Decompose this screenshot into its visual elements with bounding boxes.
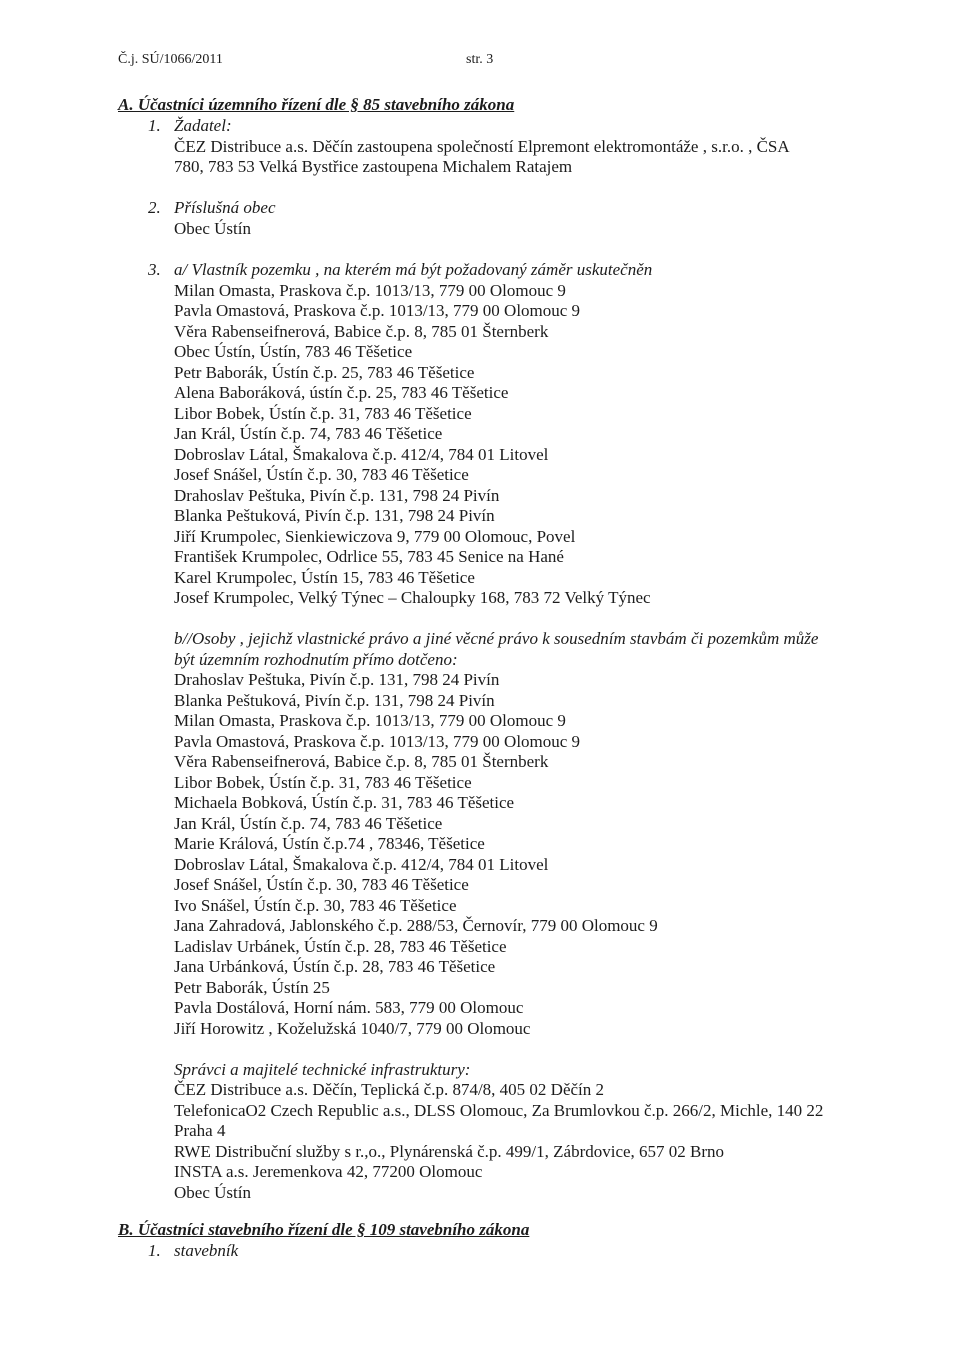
person-line: Libor Bobek, Ústín č.p. 31, 783 46 Těšetice: [174, 773, 472, 792]
person-line: Petr Baborák, Ústín 25: [174, 978, 330, 997]
item-2-text: Příslušná obec: [174, 198, 276, 217]
person-line: Josef Snášel, Ústín č.p. 30, 783 46 Těšetice: [174, 875, 469, 894]
person-line: Blanka Peštuková, Pivín č.p. 131, 798 24 Pivín: [174, 691, 495, 710]
item-2-number: 2.: [148, 198, 161, 217]
owner-line: Milan Omasta, Praskova č.p. 1013/13, 779 00 Olomouc 9: [174, 281, 566, 300]
person-line: Ivo Snášel, Ústín č.p. 30, 783 46 Těšetice: [174, 896, 457, 915]
owner-line: Věra Rabenseifnerová, Babice č.p. 8, 785 01 Šternberk: [174, 322, 549, 341]
item-2-label: [148, 198, 276, 218]
owner-line: Drahoslav Peštuka, Pivín č.p. 131, 798 24 Pivín: [174, 486, 500, 505]
person-line: Marie Králová, Ústín č.p.74 , 78346, Těšetice: [174, 834, 485, 853]
item-3-text: a/ Vlastník pozemku , na kterém má být požadovaný záměr uskutečněn: [174, 260, 653, 279]
item-1-number: 1.: [148, 116, 161, 135]
applicant-line: ČEZ Distribuce a.s. Děčín zastoupena společností Elpremont elektromontáže , s.r.o. , ČSA: [174, 137, 790, 156]
person-line: Věra Rabenseifnerová, Babice č.p. 8, 785 01 Šternberk: [174, 752, 549, 771]
owner-line: Dobroslav Látal, Šmakalova č.p. 412/4, 784 01 Litovel: [174, 445, 549, 464]
section-b-item-1-number: 1.: [148, 1241, 161, 1260]
infrastructure-line: TelefonicaO2 Czech Republic a.s., DLSS Olomouc, Za Brumlovkou č.p. 266/2, Michle, 140 22: [174, 1101, 824, 1120]
owner-line: Petr Baborák, Ústín č.p. 25, 783 46 Těšetice: [174, 363, 475, 382]
applicant-line: 780, 783 53 Velká Bystřice zastoupena Michalem Ratajem: [174, 157, 573, 176]
infrastructure-line: INSTA a.s. Jeremenkova 42, 77200 Olomouc: [174, 1162, 483, 1181]
person-line: Drahoslav Peštuka, Pivín č.p. 131, 798 24 Pivín: [174, 670, 500, 689]
person-line: Ladislav Urbánek, Ústín č.p. 28, 783 46 Těšetice: [174, 937, 507, 956]
person-line: Jana Zahradová, Jablonského č.p. 288/53, Černovír, 779 00 Olomouc 9: [174, 916, 658, 935]
owner-line: Blanka Peštuková, Pivín č.p. 131, 798 24 Pivín: [174, 506, 495, 525]
owner-line: Josef Krumpolec, Velký Týnec – Chaloupky 168, 783 72 Velký Týnec: [174, 588, 651, 607]
owner-line: Jiří Krumpolec, Sienkiewiczova 9, 779 00 Olomouc, Povel: [174, 527, 576, 546]
owner-line: Libor Bobek, Ústín č.p. 31, 783 46 Těšetice: [174, 404, 472, 423]
infrastructure-line: Praha 4: [174, 1121, 226, 1140]
owner-line: Jan Král, Ústín č.p. 74, 783 46 Těšetice: [174, 424, 443, 443]
owner-line: Josef Snášel, Ústín č.p. 30, 783 46 Těšetice: [174, 465, 469, 484]
page-number: str. 3: [466, 52, 494, 67]
municipality-line: Obec Ústín: [174, 219, 251, 238]
person-line: Michaela Bobková, Ústín č.p. 31, 783 46 Těšetice: [174, 793, 515, 812]
section-b-item-1: [148, 1241, 238, 1261]
person-line: Pavla Omastová, Praskova č.p. 1013/13, 779 00 Olomouc 9: [174, 732, 581, 751]
owner-line: Alena Baboráková, ústín č.p. 25, 783 46 Těšetice: [174, 383, 509, 402]
item-3-label: [148, 260, 652, 280]
infrastructure-line: RWE Distribuční služby s r.,o., Plynárenská č.p. 499/1, Zábrdovice, 657 02 Brno: [174, 1142, 725, 1161]
owner-line: Obec Ústín, Ústín, 783 46 Těšetice: [174, 342, 413, 361]
section-a-title: A. Účastníci územního řízení dle § 85 stavebního zákona: [118, 95, 515, 114]
document-reference: Č.j. SÚ/1066/2011: [118, 52, 223, 67]
person-line: Jan Král, Ústín č.p. 74, 783 46 Těšetice: [174, 814, 443, 833]
item-1-text: Žadatel:: [174, 116, 232, 135]
person-line: Pavla Dostálová, Horní nám. 583, 779 00 Olomouc: [174, 998, 524, 1017]
person-line: Jiří Horowitz , Koželužská 1040/7, 779 00 Olomouc: [174, 1019, 531, 1038]
section-b-title: B. Účastníci stavebního řízení dle § 109 stavebního zákona: [118, 1220, 530, 1239]
affected-persons-label: b//Osoby , jejichž vlastnické právo a jiné věcné právo k sousedním stavbám či pozemkům může: [174, 629, 819, 648]
infrastructure-line: Obec Ústín: [174, 1183, 251, 1202]
affected-persons-label-cont: být územním rozhodnutím přímo dotčeno:: [174, 650, 458, 669]
infrastructure-label: Správci a majitelé technické infrastruktury:: [174, 1060, 471, 1079]
person-line: Jana Urbánková, Ústín č.p. 28, 783 46 Těšetice: [174, 957, 496, 976]
person-line: Milan Omasta, Praskova č.p. 1013/13, 779 00 Olomouc 9: [174, 711, 566, 730]
section-b-item-1-text: stavebník: [174, 1241, 239, 1260]
person-line: Dobroslav Látal, Šmakalova č.p. 412/4, 784 01 Litovel: [174, 855, 549, 874]
owner-line: Pavla Omastová, Praskova č.p. 1013/13, 779 00 Olomouc 9: [174, 301, 581, 320]
infrastructure-line: ČEZ Distribuce a.s. Děčín, Teplická č.p. 874/8, 405 02 Děčín 2: [174, 1080, 605, 1099]
owner-line: Karel Krumpolec, Ústín 15, 783 46 Těšetice: [174, 568, 475, 587]
item-3-number: 3.: [148, 260, 161, 279]
owner-line: František Krumpolec, Odrlice 55, 783 45 Senice na Hané: [174, 547, 564, 566]
item-1-label: [148, 116, 232, 136]
